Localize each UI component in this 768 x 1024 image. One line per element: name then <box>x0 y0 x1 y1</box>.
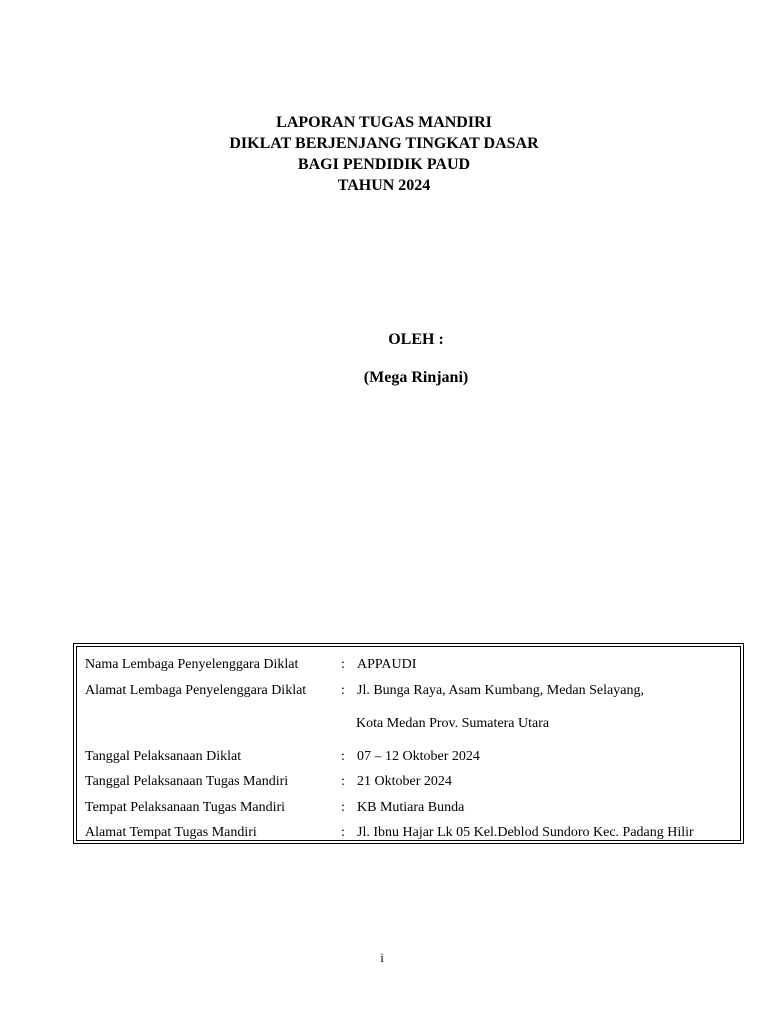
info-label: Alamat Tempat Tugas Mandiri <box>85 825 257 840</box>
title-line-1: LAPORAN TUGAS MANDIRI <box>276 114 492 131</box>
info-value: KB Mutiara Bunda <box>357 800 465 815</box>
title-line-4: TAHUN 2024 <box>337 177 431 194</box>
info-label: Tempat Pelaksanaan Tugas Mandiri <box>85 800 286 815</box>
info-colon: : <box>341 825 345 840</box>
title-line-3: BAGI PENDIDIK PAUD <box>297 156 471 173</box>
info-label: Alamat Lembaga Penyelenggara Diklat <box>85 683 307 698</box>
info-value: APPAUDI <box>357 657 417 672</box>
title-line-2: DIKLAT BERJENJANG TINGKAT DASAR <box>229 135 539 152</box>
info-value: 21 Oktober 2024 <box>357 774 452 789</box>
oleh-heading: OLEH : <box>388 331 444 348</box>
info-colon: : <box>341 683 345 698</box>
info-colon: : <box>341 657 345 672</box>
info-label: Tanggal Pelaksanaan Diklat <box>85 749 242 764</box>
info-label: Nama Lembaga Penyelenggara Diklat <box>85 657 299 672</box>
info-value: Jl. Bunga Raya, Asam Kumbang, Medan Selayang, <box>357 683 644 698</box>
info-colon: : <box>341 800 345 815</box>
page-number: i <box>380 950 384 965</box>
info-colon: : <box>341 749 345 764</box>
info-label: Tanggal Pelaksanaan Tugas Mandiri <box>85 774 289 789</box>
author-name: (Mega Rinjani) <box>363 369 469 386</box>
info-colon: : <box>341 774 345 789</box>
info-value: Kota Medan Prov. Sumatera Utara <box>356 716 550 731</box>
info-value: 07 – 12 Oktober 2024 <box>357 749 480 764</box>
info-value: Jl. Ibnu Hajar Lk 05 Kel.Deblod Sundoro Kec. Padang Hilir <box>357 825 694 840</box>
report-title <box>0 112 768 196</box>
